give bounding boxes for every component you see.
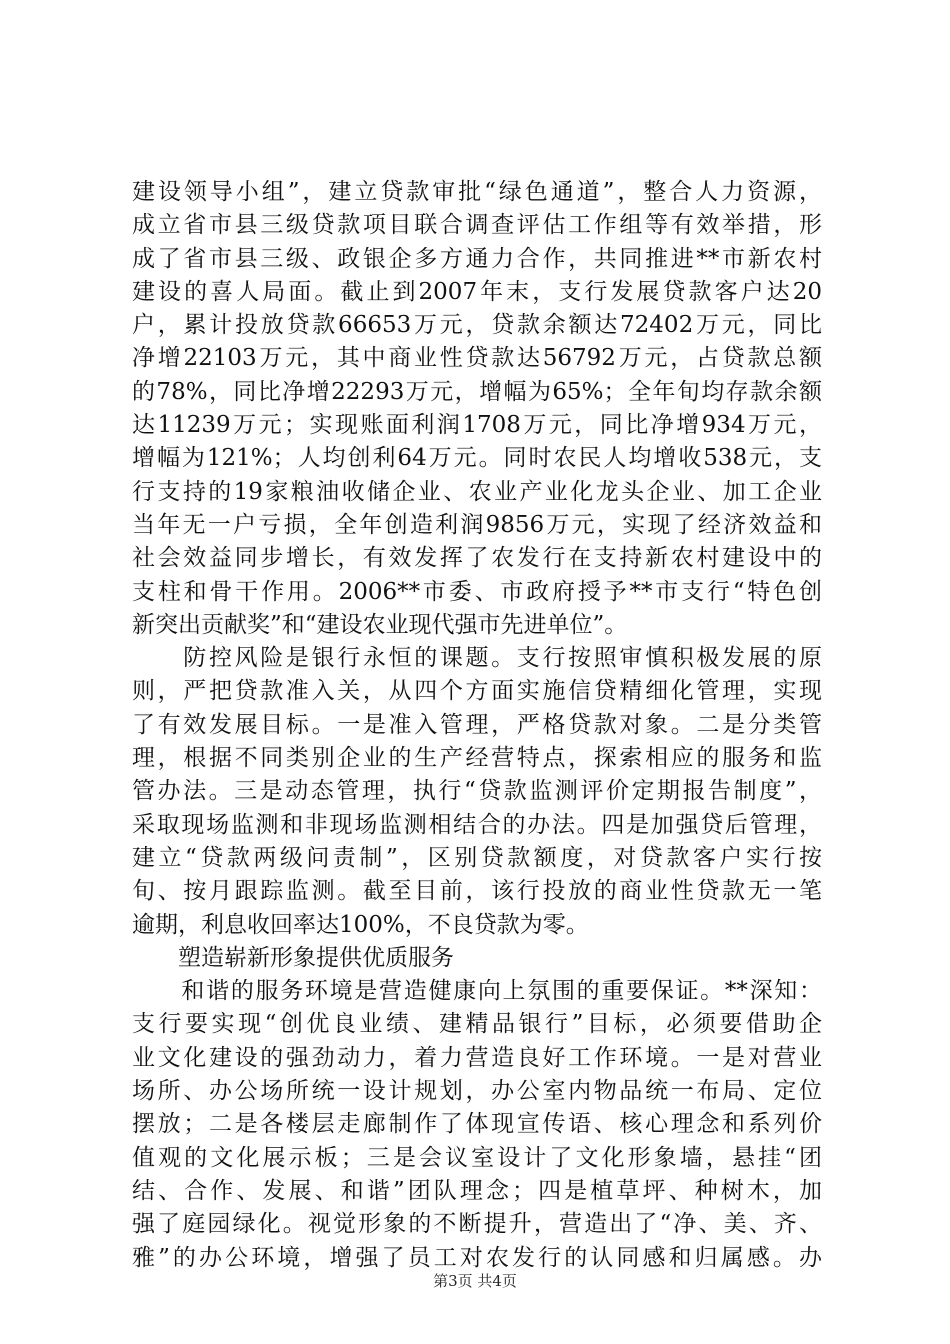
text-line: 社会效益同步增长，有效发挥了农发行在支持新农村建设中的 xyxy=(132,545,822,572)
text-line: 户，累计投放贷款66653万元，贷款余额达72402万元，同比 xyxy=(132,312,822,339)
text-line: 雅”的办公环境，增强了员工对农发行的认同感和归属感。办 xyxy=(132,1244,822,1271)
text-line: 则，严把贷款准入关，从四个方面实施信贷精细化管理，实现 xyxy=(132,678,822,705)
text-line: 当年无一户亏损，全年创造利润9856万元，实现了经济效益和 xyxy=(132,511,822,538)
text-line: 支柱和骨干作用。2006**市委、市政府授予**市支行“特色创 xyxy=(132,578,822,605)
text-line: 了有效发展目标。一是准入管理，严格贷款对象。二是分类管 xyxy=(132,711,822,738)
text-line: 的78%，同比净增22293万元，增幅为65%；全年旬均存款余额 xyxy=(132,378,822,405)
text-line: 结、合作、发展、和谐”团队理念；四是植草坪、种树木，加 xyxy=(132,1177,822,1204)
text-line: 强了庭园绿化。视觉形象的不断提升，营造出了“净、美、齐、 xyxy=(132,1211,822,1238)
text-line: 采取现场监测和非现场监测相结合的办法。四是加强贷后管理， xyxy=(132,811,822,838)
text-line: 增幅为121%；人均创利64万元。同时农民人均增收538元，支 xyxy=(132,445,822,472)
text-line: 值观的文化展示板；三是会议室设计了文化形象墙，悬挂“团 xyxy=(132,1144,822,1171)
text-line: 防控风险是银行永恒的课题。支行按照审慎积极发展的原 xyxy=(132,645,822,672)
page-number-footer: 第3页 共4页 xyxy=(433,1272,517,1290)
text-line: 旬、按月跟踪监测。截至目前，该行投放的商业性贷款无一笔 xyxy=(132,878,822,905)
text-line: 建立“贷款两级问责制”，区别贷款额度，对贷款客户实行按 xyxy=(132,844,822,871)
text-line: 净增22103万元，其中商业性贷款达56792万元，占贷款总额 xyxy=(132,345,822,372)
section-heading: 塑造崭新形象提供优质服务 xyxy=(178,944,454,971)
text-line: 和谐的服务环境是营造健康向上氛围的重要保证。**深知： xyxy=(132,978,822,1005)
text-line: 新突出贡献奖”和“建设农业现代强市先进单位”。 xyxy=(132,611,628,638)
text-line: 支行要实现“创优良业绩、建精品银行”目标，必须要借助企 xyxy=(132,1011,822,1038)
text-line: 行支持的19家粮油收储企业、农业产业化龙头企业、加工企业 xyxy=(132,478,822,505)
text-line: 场所、办公场所统一设计规划，办公室内物品统一布局、定位 xyxy=(132,1078,822,1105)
text-line: 管办法。三是动态管理，执行“贷款监测评价定期报告制度”， xyxy=(132,778,822,805)
text-line: 建设领导小组”，建立贷款审批“绿色通道”，整合人力资源， xyxy=(132,179,822,205)
text-line: 成立省市县三级贷款项目联合调查评估工作组等有效举措，形 xyxy=(132,212,822,239)
body-text xyxy=(132,176,822,1275)
text-line: 建设的喜人局面。截止到2007年末，支行发展贷款客户达20 xyxy=(132,278,822,305)
text-line: 成了省市县三级、政银企多方通力合作，共同推进**市新农村 xyxy=(132,245,822,272)
text-line: 达11239万元；实现账面利润1708万元，同比净增934万元， xyxy=(132,412,822,439)
text-line: 理，根据不同类别企业的生产经营特点，探索相应的服务和监 xyxy=(132,745,822,772)
text-line: 业文化建设的强劲动力，着力营造良好工作环境。一是对营业 xyxy=(132,1044,822,1071)
text-line: 摆放；二是各楼层走廊制作了体现宣传语、核心理念和系列价 xyxy=(132,1111,822,1138)
text-line: 逾期，利息收回率达100%，不良贷款为零。 xyxy=(132,911,589,938)
